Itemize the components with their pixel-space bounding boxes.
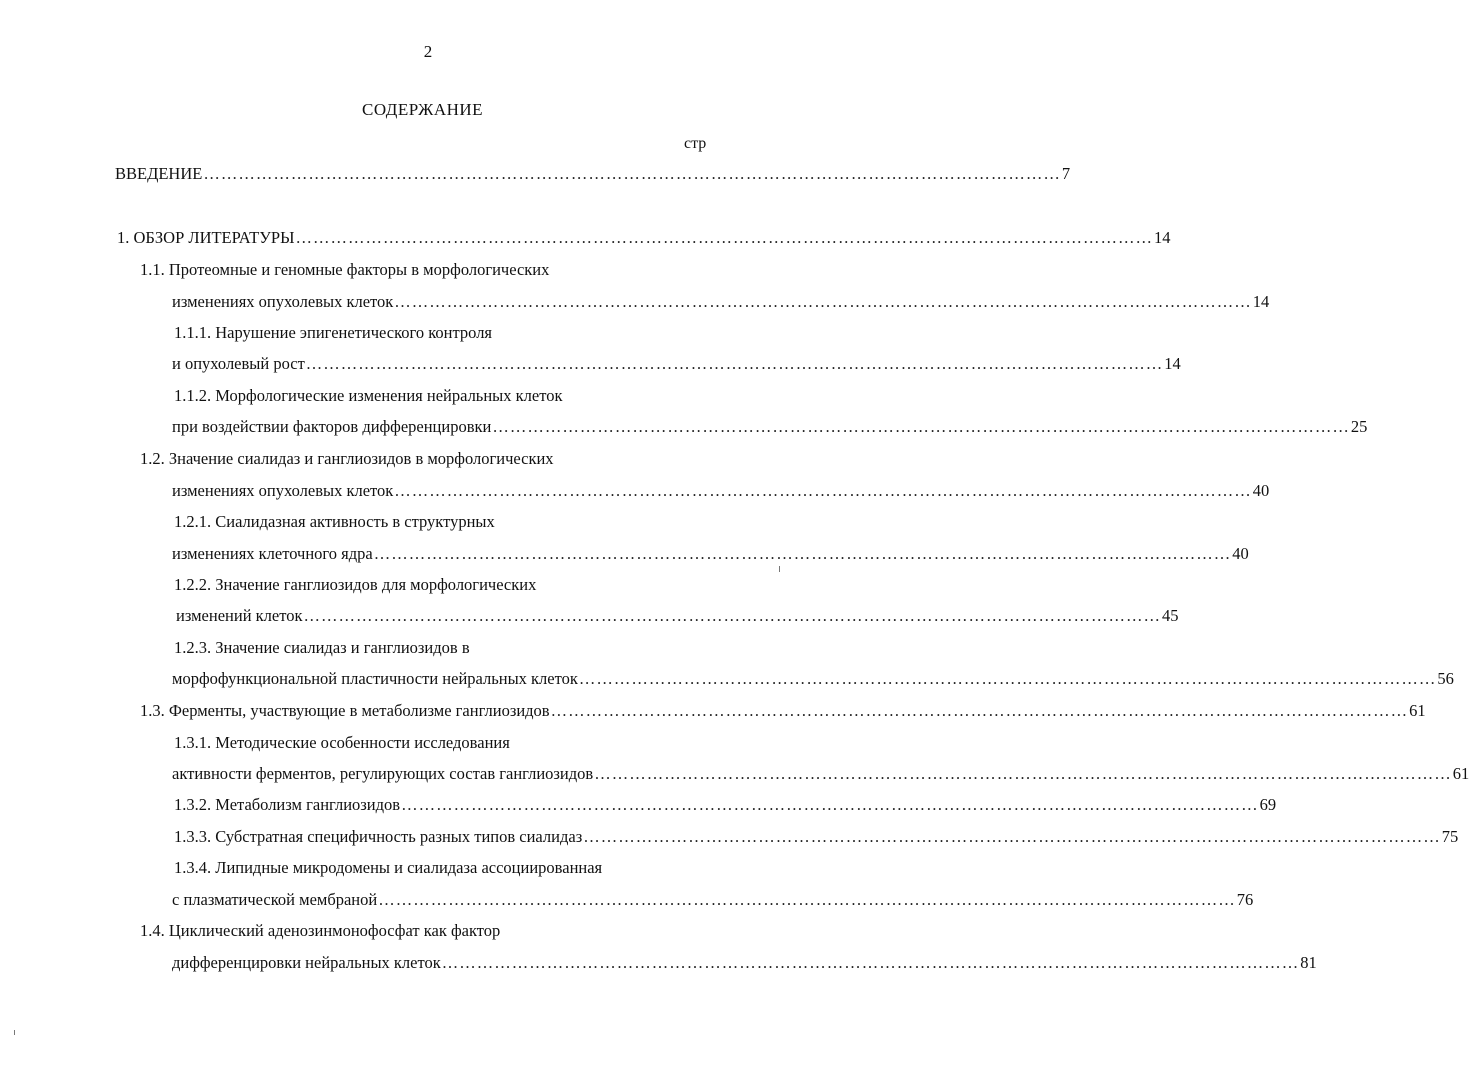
scan-speck [14,1030,15,1035]
toc-entry-page: 40 [1232,544,1249,563]
toc-entry-page: 56 [1437,669,1454,688]
toc-entry-1-2-3 [172,669,1454,689]
toc-entry-1-4 [172,953,1317,973]
toc-entry-text: 1.3.3. Субстратная специфичность разных типов сиалидаз [174,827,583,846]
dot-leader: ………………………………………………………………………………………………………………………………… [394,481,1252,500]
toc-entry-1-2-1 [172,544,1249,564]
toc-entry-1-1-line1: 1.1. Протеомные и геномные факторы в морфологических [140,260,550,279]
toc-entry-page: 14 [1154,228,1171,247]
toc-entry-1-3-1-line1: 1.3.1. Методические особенности исследования [174,733,510,752]
page-column-label: стр [684,135,707,152]
dot-leader: ………………………………………………………………………………………………………………………………… [492,417,1350,436]
toc-entry-1-2-3-line1: 1.2.3. Значение сиалидаз и ганглиозидов в [174,638,470,657]
dot-leader: ………………………………………………………………………………………………………………………………… [441,953,1300,972]
toc-entry-page: 61 [1452,764,1469,783]
toc-entry-chapter-1 [117,228,1171,248]
toc-entry-text: 1.3.2. Метаболизм ганглиозидов [174,795,401,814]
toc-entry-1-1 [172,292,1270,312]
toc-entry-text: изменениях опухолевых клеток [172,292,394,311]
toc-entry-page: 75 [1441,827,1459,846]
page-number: 2 [423,42,433,61]
toc-entry-text: с плазматической мембраной [172,890,378,909]
toc-entry-1-3-4 [172,890,1254,910]
toc-entry-1-2-2-line1: 1.2.2. Значение ганглиозидов для морфологических [174,575,537,594]
toc-entry-text: 1.3. Ферменты, участвующие в метаболизме ганглиозидов [140,701,550,720]
dot-leader: ………………………………………………………………………………………………………………………………… [295,228,1153,247]
toc-entry-text: при воздействии факторов дифференцировки [172,417,492,436]
toc-entry-text: изменениях опухолевых клеток [172,481,394,500]
toc-entry-text: ВВЕДЕНИЕ [115,164,203,183]
toc-entry-1-1-1 [172,354,1181,374]
toc-entry-page: 14 [1252,292,1270,311]
toc-entry-1-2-line1: 1.2. Значение сиалидаз и ганглиозидов в морфологических [140,449,554,468]
toc-entry-1-4-line1: 1.4. Циклический аденозинмонофосфат как фактор [140,921,501,940]
toc-entry-1-2-2 [176,606,1179,626]
dot-leader: ………………………………………………………………………………………………………………………………… [594,764,1452,783]
dot-leader: ………………………………………………………………………………………………………………………………… [583,827,1441,846]
toc-entry-text: активности ферментов, регулирующих состав ганглиозидов [172,764,594,783]
toc-entry-text: и опухолевый рост [172,354,305,373]
dot-leader: ………………………………………………………………………………………………………………………………… [373,544,1232,563]
toc-entry-page: 45 [1161,606,1179,625]
dot-leader: ………………………………………………………………………………………………………………………………… [203,164,1061,183]
toc-entry-1-3-2 [174,795,1277,815]
toc-entry-text: дифференцировки нейральных клеток [172,953,441,972]
toc-entry-page: 25 [1350,417,1368,436]
toc-entry-text: изменений клеток [176,606,303,625]
toc-entry-1-1-2-line1: 1.1.2. Морфологические изменения нейральных клеток [174,386,563,405]
toc-entry-1-3 [140,701,1426,721]
scan-speck [779,566,780,572]
dot-leader: ………………………………………………………………………………………………………………………………… [305,354,1164,373]
dot-leader: ………………………………………………………………………………………………………………………………… [401,795,1259,814]
toc-entry-text: изменениях клеточного ядра [172,544,373,563]
toc-entry-1-2-1-line1: 1.2.1. Сиалидазная активность в структурных [174,512,495,531]
toc-entry-1-3-4-line1: 1.3.4. Липидные микродомены и сиалидаза ассоциированная [174,858,603,877]
dot-leader: ………………………………………………………………………………………………………………………………… [394,292,1252,311]
toc-entry-1-3-3 [174,827,1459,847]
dot-leader: ………………………………………………………………………………………………………………………………… [550,701,1409,720]
toc-entry-page: 40 [1252,481,1270,500]
toc-entry-page: 61 [1409,701,1426,720]
dot-leader: ………………………………………………………………………………………………………………………………… [378,890,1236,909]
toc-entry-page: 69 [1259,795,1277,814]
toc-entry-1-1-1-line1: 1.1.1. Нарушение эпигенетического контроля [174,323,493,342]
dot-leader: ………………………………………………………………………………………………………………………………… [303,606,1161,625]
toc-entry-1-3-1 [172,764,1469,784]
toc-entry-page: 81 [1300,953,1317,972]
toc-entry-1-2 [172,481,1270,501]
page-title: СОДЕРЖАНИЕ [362,100,484,119]
toc-entry-page: 7 [1061,164,1071,183]
toc-entry-introduction [115,164,1071,184]
toc-entry-1-1-2 [172,417,1368,437]
toc-entry-text: морфофункциональной пластичности нейральных клеток [172,669,578,688]
toc-entry-page: 14 [1164,354,1181,373]
dot-leader: ………………………………………………………………………………………………………………………………… [578,669,1437,688]
toc-entry-page: 76 [1236,890,1254,909]
toc-entry-text: 1. ОБЗОР ЛИТЕРАТУРЫ [117,228,295,247]
